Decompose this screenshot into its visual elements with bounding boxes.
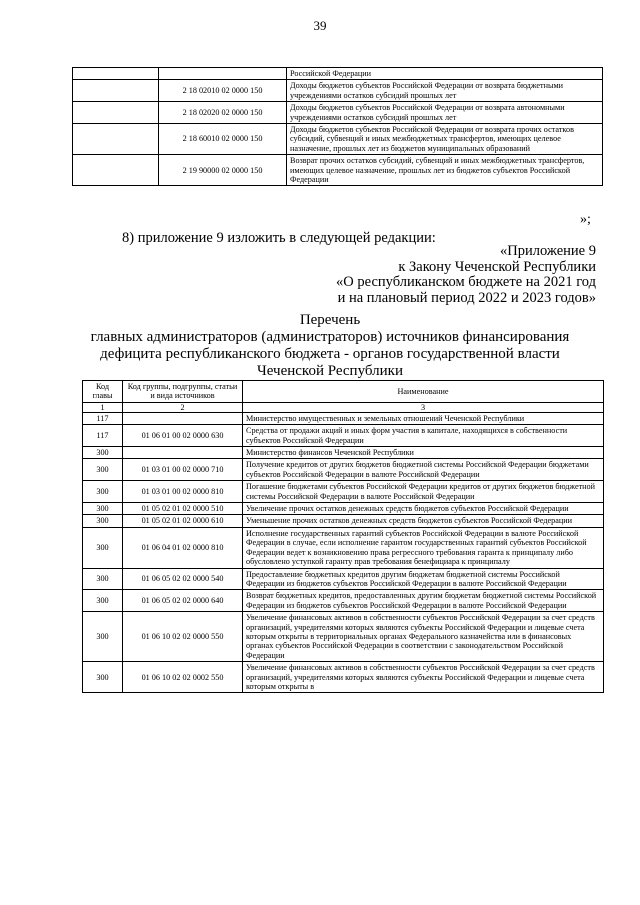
source-code-cell: 01 03 01 00 02 0000 810: [123, 481, 243, 503]
appendix-line: к Закону Чеченской Республики: [398, 258, 596, 275]
name-cell: Получение кредитов от других бюджетов бюджетной системы Российской Федерации бюджетами субъектов Российской Федерации в валюте Российской Федерации: [243, 459, 604, 481]
code-cell: 2 18 02020 02 0000 150: [159, 102, 287, 124]
code-cell: 2 19 90000 02 0000 150: [159, 155, 287, 186]
head-code-cell: 300: [83, 515, 123, 527]
empty-cell: [73, 80, 159, 102]
name-cell: Исполнение государственных гарантий субъектов Российской Федерации в валюте Российской Федерации в случае, если исполнение гарантом государственных гарантий субъектов Российской Федерации ведет к возникновению права регрессного требования гаранта к принципалу либо обусловлено уступкой гаранту прав требования бенефициара к принципалу: [243, 527, 604, 568]
empty-cell: [73, 102, 159, 124]
top-table: [72, 67, 603, 186]
name-cell: Предоставление бюджетных кредитов другим бюджетам бюджетной системы Российской Федерации из бюджетов субъектов Российской Федерации в валюте Российской Федерации: [243, 568, 604, 590]
table-row: [83, 662, 604, 693]
table-row: [83, 612, 604, 662]
list-title-line: дефицита республиканского бюджета - органов государственной власти: [100, 346, 560, 362]
head-code-cell: 300: [83, 662, 123, 693]
source-code-cell: 01 06 10 02 02 0002 550: [123, 662, 243, 693]
code-cell: [159, 68, 287, 80]
table-row: [73, 102, 603, 124]
header-row: [83, 381, 604, 403]
head-code-cell: 300: [83, 481, 123, 503]
description-cell: Российской Федерации: [287, 68, 603, 80]
description-cell: Доходы бюджетов субъектов Российской Федерации от возврата бюджетными учреждениями остатков субсидий прошлых лет: [287, 80, 603, 102]
table-row: [83, 447, 604, 459]
header-cell: Код главы: [83, 381, 123, 403]
empty-cell: [73, 68, 159, 80]
main-table: [82, 380, 604, 693]
column-number-cell: 3: [243, 402, 604, 412]
list-title-line: Перечень: [299, 312, 361, 328]
item-line: 8) приложение 9 изложить в следующей редакции:: [122, 230, 436, 246]
appendix-line: и на плановый период 2022 и 2023 годов»: [337, 289, 596, 306]
table-row: [83, 590, 604, 612]
column-number-cell: 2: [123, 402, 243, 412]
description-cell: Доходы бюджетов субъектов Российской Федерации от возврата автономными учреждениями остатков субсидий прошлых лет: [287, 102, 603, 124]
source-code-cell: [123, 412, 243, 424]
source-code-cell: [123, 447, 243, 459]
description-cell: Возврат прочих остатков субсидий, субвенций и иных межбюджетных трансфертов, имеющих целевое назначение, прошлых лет из бюджетов субъектов Российской Федерации: [287, 155, 603, 186]
table-row: [73, 80, 603, 102]
head-code-cell: 300: [83, 590, 123, 612]
table-row: [83, 412, 604, 424]
column-number-row: [83, 402, 604, 412]
table-row: [83, 459, 604, 481]
list-title: [60, 312, 600, 380]
list-title-line: Чеченской Республики: [257, 363, 403, 379]
name-cell: Увеличение финансовых активов в собственности субъектов Российской Федерации за счет средств организаций, учредителями которых являются субъекты Российской Федерации и лицевые счета которым открыты в территориальных органах Федерального казначейства или в финансовых органах субъектов Российской Федерации в соответствии с законодательством Российской Федерации: [243, 612, 604, 662]
page-number: 39: [313, 18, 327, 33]
head-code-cell: 117: [83, 425, 123, 447]
name-cell: Погашение бюджетами субъектов Российской Федерации кредитов от других бюджетов бюджетной системы Российской Федерации в валюте Российской Федерации: [243, 481, 604, 503]
header-cell: Наименование: [243, 381, 604, 403]
head-code-cell: 300: [83, 568, 123, 590]
table-row: [83, 503, 604, 515]
table-row: [73, 68, 603, 80]
name-cell: Министерство имущественных и земельных отношений Чеченской Республики: [243, 412, 604, 424]
column-number-cell: 1: [83, 402, 123, 412]
head-code-cell: 300: [83, 459, 123, 481]
appendix-line: «О республиканском бюджете на 2021 год: [336, 274, 596, 290]
appendix-line: «Приложение 9: [500, 243, 596, 259]
table-row: [73, 124, 603, 155]
appendix-header: [236, 244, 596, 306]
head-code-cell: 300: [83, 447, 123, 459]
name-cell: Увеличение финансовых активов в собственности субъектов Российской Федерации за счет средств организаций, учредителями которых являются субъекты Российской Федерации и лицевые счета которым открыты в: [243, 662, 604, 693]
head-code-cell: 117: [83, 412, 123, 424]
source-code-cell: 01 05 02 01 02 0000 610: [123, 515, 243, 527]
table-row: [83, 568, 604, 590]
head-code-cell: 300: [83, 503, 123, 515]
empty-cell: [73, 124, 159, 155]
source-code-cell: 01 05 02 01 02 0000 510: [123, 503, 243, 515]
source-code-cell: 01 06 04 01 02 0000 810: [123, 527, 243, 568]
description-cell: Доходы бюджетов субъектов Российской Федерации от возврата прочих остатков субсидий, субвенций и иных межбюджетных трансфертов, имеющих целевое назначение, прошлых лет из бюджетов муниципальных образований: [287, 124, 603, 155]
head-code-cell: 300: [83, 612, 123, 662]
head-code-cell: 300: [83, 527, 123, 568]
code-cell: 2 18 60010 02 0000 150: [159, 124, 287, 155]
table-row: [83, 425, 604, 447]
header-cell: Код группы, подгруппы, статьи и вида источников: [123, 381, 243, 403]
name-cell: Министерство финансов Чеченской Республики: [243, 447, 604, 459]
closing-quote: »;: [580, 212, 591, 227]
code-cell: 2 18 02010 02 0000 150: [159, 80, 287, 102]
name-cell: Средства от продажи акций и иных форм участия в капитале, находящихся в собственности субъектов Российской Федерации: [243, 425, 604, 447]
source-code-cell: 01 06 01 00 02 0000 630: [123, 425, 243, 447]
empty-cell: [73, 155, 159, 186]
source-code-cell: 01 06 10 02 02 0000 550: [123, 612, 243, 662]
list-title-line: главных администраторов (администраторов) источников финансирования: [90, 329, 570, 345]
name-cell: Возврат бюджетных кредитов, предоставленных другим бюджетам бюджетной системы Российской Федерации из бюджетов субъектов Российской Федерации в валюте Российской Федерации: [243, 590, 604, 612]
name-cell: Увеличение прочих остатков денежных средств бюджетов субъектов Российской Федерации: [243, 503, 604, 515]
table-row: [83, 527, 604, 568]
source-code-cell: 01 06 05 02 02 0000 540: [123, 568, 243, 590]
table-row: [83, 481, 604, 503]
name-cell: Уменьшение прочих остатков денежных средств бюджетов субъектов Российской Федерации: [243, 515, 604, 527]
table-row: [73, 155, 603, 186]
source-code-cell: 01 06 05 02 02 0000 640: [123, 590, 243, 612]
source-code-cell: 01 03 01 00 02 0000 710: [123, 459, 243, 481]
table-row: [83, 515, 604, 527]
